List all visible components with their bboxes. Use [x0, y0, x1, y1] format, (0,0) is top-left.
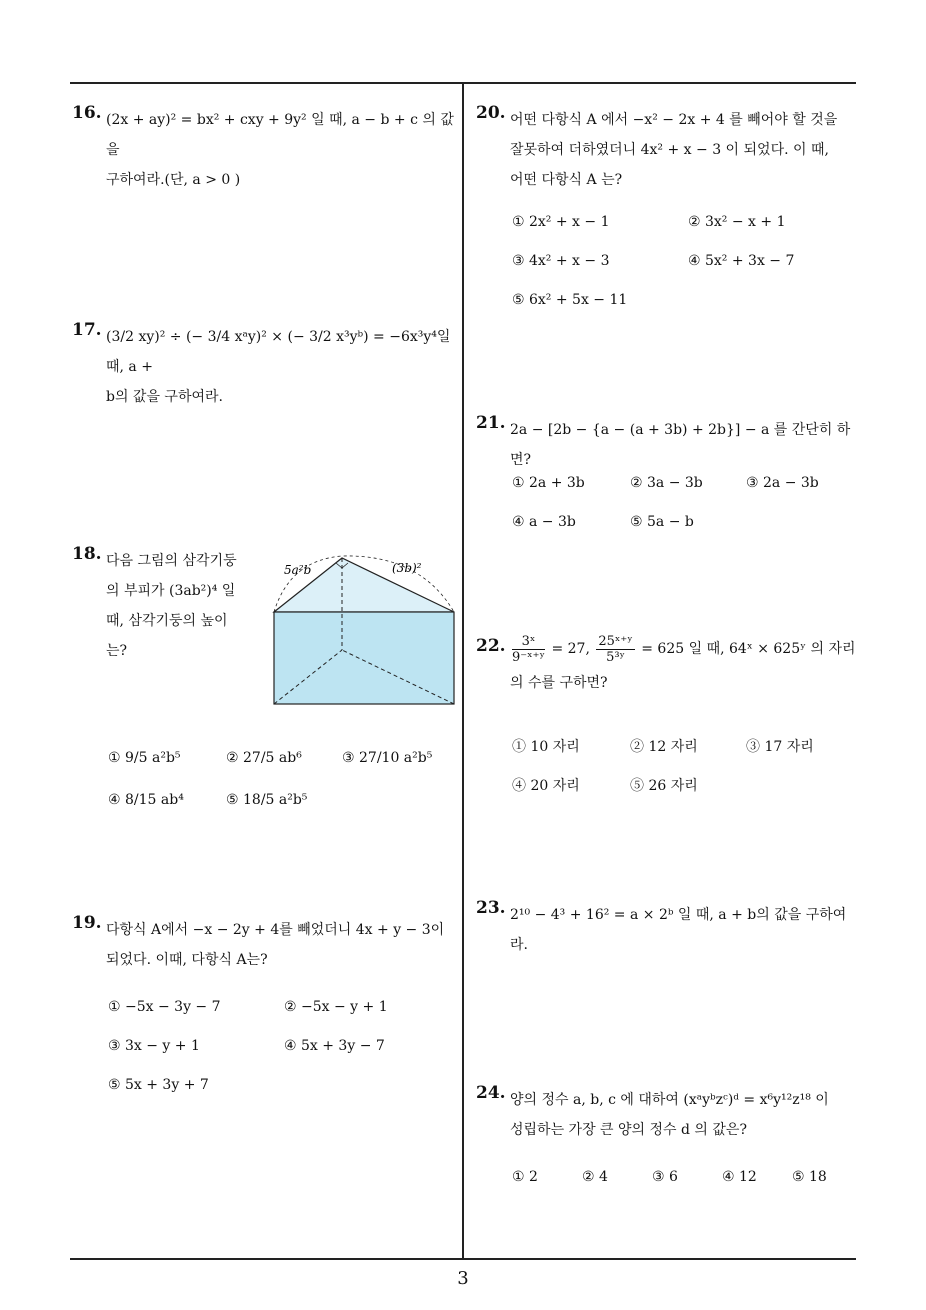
option-4[interactable]: ④ a − 3b: [512, 514, 576, 530]
option-2[interactable]: ② 12 자리: [630, 739, 698, 755]
question-text-line: 2a − [2b − {a − (a + 3b) + 2b}] − a 를 간단히 하면?: [510, 422, 851, 468]
question-text-line: 어떤 다항식 A 는?: [510, 172, 623, 188]
option-1[interactable]: ① 10 자리: [512, 739, 580, 755]
question-text-line: 성립하는 가장 큰 양의 정수 d 의 값은?: [510, 1122, 747, 1138]
question-number: 18.: [72, 544, 102, 564]
question-text-line: 의 부피가 (3ab²)⁴ 일: [106, 583, 236, 599]
question-number: 24.: [476, 1083, 506, 1103]
question-number: 20.: [476, 103, 506, 123]
fraction: $\frac{\text{3ˣ}}{\text{9⁻ˣ⁺ʸ}}$: [512, 633, 546, 665]
option-5[interactable]: ⑤ 6x² + 5x − 11: [512, 292, 628, 308]
option-5[interactable]: ⑤ 18: [792, 1169, 827, 1185]
question-text-line: 양의 정수 a, b, c 에 대하여 (xᵃyᵇzᶜ)ᵈ = x⁶y¹²z¹⁸ 이: [510, 1092, 829, 1108]
page-number: 3: [457, 1268, 469, 1289]
option-1[interactable]: ① 2: [512, 1169, 538, 1185]
option-1[interactable]: ① −5x − 3y − 7: [108, 999, 221, 1015]
option-4[interactable]: ④ 20 자리: [512, 778, 580, 794]
fraction: $\frac{\text{25ˣ⁺ʸ}}{\text{5³ʸ}}$: [598, 633, 633, 665]
question-text-line: (2x + ay)² = bx² + cxy + 9y² 일 때, a − b + c 의 값을: [106, 112, 454, 158]
option-4[interactable]: ④ 5x² + 3x − 7: [688, 253, 795, 269]
question-text-line: 다항식 A에서 −x − 2y + 4를 빼었더니 4x + y − 3이: [106, 922, 445, 938]
option-2[interactable]: ② 27/5 ab⁶: [226, 750, 302, 766]
question-text-line: (3/2 xy)² ÷ (− 3/4 xᵃy)² × (− 3/2 x³yᵇ) = −6x³y⁴일 때, a +: [106, 329, 451, 375]
option-3[interactable]: ③ 4x² + x − 3: [512, 253, 610, 269]
column-divider: [462, 82, 464, 1259]
option-2[interactable]: ② 4: [582, 1169, 608, 1185]
figure-label-right: (3b)²: [392, 561, 422, 575]
question-number: 16.: [72, 103, 102, 123]
question-text-line: 의 수를 구하면?: [510, 675, 608, 691]
option-4[interactable]: ④ 12: [722, 1169, 757, 1185]
option-5[interactable]: ⑤ 26 자리: [630, 778, 698, 794]
option-1[interactable]: ① 2a + 3b: [512, 475, 585, 491]
question-text-line: 어떤 다항식 A 에서 −x² − 2x + 4 를 빼어야 할 것을: [510, 112, 838, 128]
question-text-line: 때, 삼각기둥의 높이: [106, 613, 228, 629]
question-number: 17.: [72, 320, 102, 340]
option-3[interactable]: ③ 2a − 3b: [746, 475, 819, 491]
option-3[interactable]: ③ 6: [652, 1169, 678, 1185]
question-text-line: 되었다. 이때, 다항식 A는?: [106, 952, 268, 968]
question-text-line: 잘못하여 더하였더니 4x² + x − 3 이 되었다. 이 때,: [510, 142, 829, 158]
option-1[interactable]: ① 9/5 a²b⁵: [108, 750, 181, 766]
question-text-line: 는?: [106, 643, 128, 659]
question-number: 21.: [476, 413, 506, 433]
option-5[interactable]: ⑤ 5a − b: [630, 514, 694, 530]
option-2[interactable]: ② 3a − 3b: [630, 475, 703, 491]
question-text-line: 다음 그림의 삼각기둥: [106, 553, 237, 569]
option-3[interactable]: ③ 17 자리: [746, 739, 814, 755]
option-3[interactable]: ③ 3x − y + 1: [108, 1038, 200, 1054]
question-text-line: b의 값을 구하여라.: [106, 389, 223, 405]
question-text-line: 2¹⁰ − 4³ + 16² = a × 2ᵇ 일 때, a + b의 값을 구하여라.: [510, 907, 847, 953]
option-2[interactable]: ② 3x² − x + 1: [688, 214, 786, 230]
option-4[interactable]: ④ 5x + 3y − 7: [284, 1038, 385, 1054]
figure-label-left: 5a²b: [284, 563, 312, 577]
option-4[interactable]: ④ 8/15 ab⁴: [108, 792, 184, 808]
option-3[interactable]: ③ 27/10 a²b⁵: [342, 750, 433, 766]
option-5[interactable]: ⑤ 18/5 a²b⁵: [226, 792, 308, 808]
triangular-prism-figure: [270, 552, 458, 708]
option-5[interactable]: ⑤ 5x + 3y + 7: [108, 1077, 209, 1093]
option-1[interactable]: ① 2x² + x − 1: [512, 214, 610, 230]
question-number: 22.: [476, 636, 506, 656]
option-2[interactable]: ② −5x − y + 1: [284, 999, 388, 1015]
question-text-line: 구하여라.(단, a > 0 ): [106, 172, 241, 188]
question-number: 23.: [476, 898, 506, 918]
question-number: 19.: [72, 913, 102, 933]
